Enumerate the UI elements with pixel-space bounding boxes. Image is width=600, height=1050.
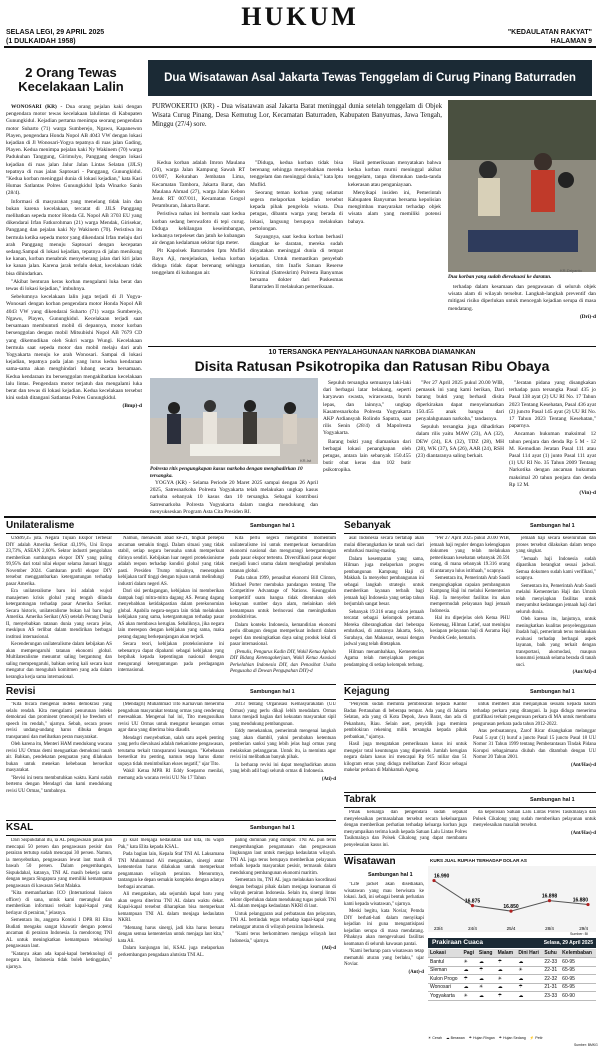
rule-narkoba xyxy=(148,346,596,347)
revisi-rule-top xyxy=(6,684,336,685)
wisatawan-rule-top xyxy=(344,854,596,855)
cuaca-humidity: 65-95 xyxy=(560,983,596,992)
kurs-chart xyxy=(428,866,596,932)
cuaca-col-header: Kelembaban xyxy=(560,949,596,958)
credit-evacuation: KR-Driyanto xyxy=(560,268,582,273)
cuaca-row xyxy=(428,983,596,992)
ksal-rule-top xyxy=(6,820,336,821)
section-wisatawan-note: Sambungan hal 1 xyxy=(368,872,413,878)
lead-baturraden: PURWOKERTO (KR) - Dua wisatawan asal Jakarta Barat meninggal dunia setelah tenggelam di Objek Wisata Curug Pinang, Desa Kemutug Lor, Kecamatan Baturraden, Kabupaten Banyumas, Jawa Tengah, Minggu (27/4) sore. xyxy=(152,103,442,128)
weather-icon: ☂ xyxy=(496,992,517,1001)
revisi-rule xyxy=(6,699,336,700)
kurs-value-label: 16.898 xyxy=(541,893,558,900)
cuaca-temp: 22-33 xyxy=(542,958,560,967)
section-tabrak-note: Sambungan hal 1 xyxy=(530,797,575,803)
story-lalin: WONOSARI (KR) - Dua orang pejalan kaki dengan pengendara motor tewas kecelakaan lalulintas di Kabupaten Gunungkidul. Kejadian pertama menimpa seorang pengendara motor Suharto (71) warga Sumberejo, Ngawu, Kapanewon Playen, pengendara Honda Nopol AB 4043 VW dengan lokasi kejadian di Jl Wonosari-Yogya tepatnya di ruas jalan Gading, Playen. Kedua menimpa pejalan kaki Ny Wakinem (70) warga Padukuhan Tanggung, Girimulyo, Panggang dengan lokasi kejadian di ruas jalan Jalur Jalan Lintas Selatan (JJLS) tepatnya di ruas jalan Saptosari - Panggang, Gunungkidul. "Kedua korban meninggal dunia di lokasi kejadian," kata Kasi Humas Satlantas Polres Gunungkidul Ipda Winarko Sanin (28/4). Informasi di masyarakat yang menelang tidak lain dan bukan karena kecelakaan, tercatat di JJLS Panggang melibatkan sepeda motor Honda GL Nopol AB 3703 EU yang dikendarai Irfan Fatkurohman (21) warga Mendak, Girisekar, Panggang dan pejalan kaki Ny Wakinem (70). Peristiwa itu bermula ketika sepeda motor yang dikendarai Irfan melaju dari arah Panggang menuju Saptosari dengan kecepatan sedang.Sampai di lokasi kejadian, tepatnya di jalan menikung ke kanan, korban menabrak menyeberang jalan dari kiri jalan ke kanan jalan. Karena jarak terlalu dekat, kecelakaan tidak bisa dihindarkan. "Akibat benturan keras korban mengalami luka berat dan tewas di lokasi kejadian," imbuhnya. Sebelumnya kecelakaan lalin juga terjadi di Jl Yogya-Wonosari dengan korban pengendara motor Honda Nopol AB 4043 VW yang dikendarai Suharto (71) warga Sumberejo, Ngawu, Playen, Gunungkidul. Kecelakaan terjadi saat bersamaan membuntuti mobil di depannya, motor korban bersenggolan dengan mobil Mitsubishi Nopol AB 7679 CD yang dikemudikan oleh Sukri warga Wungi. Kecelakaan bermula saat sepeda motor dan mobil melaju dari arah Yogyakarta menuju ke arah Wonosari. Sampai di lokasi kejadian, tepatnya pada jalan yang lurus kedua kendaraan sama-sama akan menghindari lubang secara bersamaan. Kedua kendaraan itu bersenggolan mengakibatkan kecelakaan lalu lintas. Pengendara motor terjatuh dan mengalami luka berat dan tewas di lokasi kejadian. Kedua kecelakaan tersebut kini sudah ditangani Satlantas Polres Gunungkidul. (Bmp)-d xyxy=(6,104,142,410)
weather-icon: ☁ xyxy=(516,992,542,1001)
cuaca-col-header: Siang xyxy=(477,949,496,958)
credit-narkoba: KR-Ist xyxy=(300,458,312,463)
cuaca-col-header: Suhu xyxy=(542,949,560,958)
cuaca-source: Sumber: BMKG xyxy=(574,1043,598,1047)
unilateral-rule xyxy=(6,533,336,534)
cuaca-humidity: 60-95 xyxy=(560,975,596,984)
kicker-narkoba: 10 TERSANGKA PENYALAHGUNAAN NARKOBA DIAMANKAN xyxy=(268,349,476,356)
weather-icon: ☁ xyxy=(496,983,517,992)
kurs-bg xyxy=(428,866,596,932)
cuaca-legend-item: ☂ Hujan Sedang xyxy=(498,1036,526,1040)
cuaca-row xyxy=(428,975,596,984)
section-ksal-title: KSAL xyxy=(6,822,34,833)
story-sebanyak-col2: "Per 27 April 2025 pukul 20.00 WIB, jemaah haji reguler dengan kelengkapan dokumen yang telah melakukan pemeriksaan kesehatan sebanyak 20.591 orang, di mana sebanyak 19.316 orang di antaranya lulus istithaah," ucapnya. Sementara itu, Pemerintah Arab Saudi mengungkapkan capaian pembangunan Kampung Haji ini melalui Kementerian Haji. Ia menyebut fasilitas itu akan mempermudah pelayanan bagi jemaah Indonesia. Hal itu diperjelas oleh Ketua PHU Kemenag, Hilman Latief, saat meninjau kesiapan pelayanan haji di Asrama Haji Pondok Gede, kemarin. xyxy=(430,536,510,641)
weather-icon: ☂ xyxy=(461,975,476,984)
story-narkoba-col4: "Jeratan pidana yang disangkakan terhadap para tersangka Pasal 435 jo Pasal 138 ayat (2) UU RI No. 17 Tahun 2023 Tentang Kesehatan, Pasal 436 ayat (2) juncto Pasal 145 ayat (2) UU RI No. 17 Tahun 2023 Tentang Kesehatan," paparnya. Ancaman hukuman maksimal 12 tahun penjara dan denda Rp 5 M - 12 M. Kemudian Jeratan Pasal 111 atau Pasal 114 ayat (1) junto Pasal 111 ayat (1) UU RI No. 35 Tahun 2009 Tentang Narkotika dengan ancaman hukuman maksimal 20 tahun penjara dan denda Rp 12 M. (Vin)-d xyxy=(509,380,596,497)
kurs-value-label: 16.990 xyxy=(434,873,450,880)
weather-icon: ☀ xyxy=(496,975,517,984)
cuaca-legend-item: ⚡ Petir xyxy=(529,1036,543,1040)
cuaca-temp: 22-32 xyxy=(542,975,560,984)
cuaca-legend-item: ☁ Berawan xyxy=(446,1036,465,1040)
story-narkoba-col3: "Per 27 April 2025 pukul 20.00 WIB, pemasok ini yang kami berikan, Dari barang bukti yang berhasil disita diperkirakan dapat menyelamatkan 150.455 anak bangsa dari penyalahgunaan narkoba," tandasnya. Sepuluh tersangka juga dihadirkan dalam rilis yaitu MAW (23), AA (32), DEW (24), EA (32), TDZ (28), MH (28), WK (37), SA (26), AAR (24), RSH (23) diantaranya saling berkait. xyxy=(416,380,504,460)
cuaca-col-header: Malam xyxy=(496,949,517,958)
cuaca-legend-item: ☀ Cerah xyxy=(428,1036,443,1040)
story-narkoba-col1: YOGYA (KR) - Selama Periode 20 Maret 2025 sampai dengan 26 April 2025, Satresnarkoba Polresta Yogyakarta telah melakukan ungkap kasus narkoba sebanyak 10 kasus dan 10 tersangka. Sebagai kontribusi Satresnarkoba Polresta Yogyakarta dalam rangka mendukung dan menyukseskan Program Asta Cita Presiden RI. xyxy=(150,480,318,514)
headline-narkoba: Disita Ratusan Psikotropika dan Ratusan Ribu Obaya xyxy=(194,358,550,374)
kurs-x-tick: 23/4 xyxy=(434,926,443,931)
section-unilateralisme-note: Sambungan hal 1 xyxy=(250,523,295,529)
cuaca-legend xyxy=(428,1036,596,1040)
story-unilateral-col2: Namun, menawabi abad ke-21, tingkat persepsi ancaman semakin tinggi. Dalam situasi yang tidak stabil, setiap negara berusaha untuk memperkuat dirinya sendiri. Kebijakan luar negeri proteksionisme adalah respon terhadap kondisi global yang tidak pasti. Presiden Trump misalnya, menerapkan kebijakan tarif tinggi dengan tujuan untuk melindungi industri dalam negeri AS. Dari sisi perdagangan, kebijakan ini memberikan dampak bagi mitra-mitra dagang AS. Perang dagang menyebabkan ketidakpastian dalam perekonomian global. Apabila negara-negara lain tidak melakukan kebijakan yang sama, ketergantungan terhadap pasar AS akan membawa kerugian. Sebaliknya, jika negara lain merespon dengan kebijakan yang sama, maka perang dagang berkepanjangan akan terjadi. Secara teori, kebijakan proteksionisme ini sebenarnya dapat dipahami sebagai kebijakan yang berpihak kepada kepentingan nasional dengan mengurangi ketergantungan pada perdagangan internasional. xyxy=(118,536,224,673)
weather-icon: ☁ xyxy=(477,958,496,967)
photo-evacuation xyxy=(448,100,596,272)
section-wisatawan-title: Wisatawan xyxy=(344,856,396,867)
cuaca-col-header: Dini Hari xyxy=(516,949,542,958)
kurs-x-tick: 25/4 xyxy=(506,926,516,931)
cuaca-temp: 22-31 xyxy=(542,966,560,975)
kurs-x-tick: 24/4 xyxy=(468,926,477,931)
story-baturraden-col3: Hasil pemeriksaan menyatakan bahwa kedua korban murni meninggal akibat tenggelam, tanpa ditemukan tanda-tanda kekerasan atau penganiayaan. Menyikapi insiden ini, Pemerintah Kabupaten Banyumas bersama kepolisian mengimbau masyarakat terhadap objek wisata alam yang memiliki potensi bahaya. xyxy=(348,160,441,225)
lower-rule xyxy=(4,516,596,518)
kurs-x-tick: 28/4 xyxy=(545,926,554,931)
cuaca-location: Wonosari xyxy=(428,983,461,992)
kurs-title: KURS JUAL RUPIAH TERHADAP DOLAR AS xyxy=(430,858,527,863)
cuaca-col-header: Lokasi xyxy=(428,949,461,958)
tabrak-rule xyxy=(344,807,596,808)
cuaca-row xyxy=(428,992,596,1001)
cuaca-row xyxy=(428,958,596,967)
section-sebanyak-note: Sambungan hal 1 xyxy=(530,523,575,529)
weather-icon: ☂ xyxy=(516,983,542,992)
weather-icon: ☂ xyxy=(496,958,517,967)
kejagung-rule xyxy=(344,699,596,700)
weather-icon: ☁ xyxy=(461,983,476,992)
section-kejagung-title: Kejagung xyxy=(344,686,390,697)
cuaca-row xyxy=(428,966,596,975)
story-revisi-col2: (Mendagri) Muhammad Tito Karnavian menerima pengaduan masyarakat tentang ormas yang cenderung meresahkan. Mengenai hal ini, Tito mengusulkan revisi UU Ormas untuk mengatur keuangan ormas agar dana yang diterima bisa diaudit. Mendagri menyebutkan, salah satu aspek penting yang perlu dievaluasi adalah mekanisme pengawasan, terutama terkait transparansi keuangan. "Kebebasan berserikat itu penting, namun tetap harus diatur supaya tidak menimbulkan ekses negatif," ujar Tito. Wakil Ketua MPR RI Eddy Soeparno menilai, memang ada wacana revisi UU No 17 Tahun xyxy=(118,702,224,781)
cuaca-humidity: 60-95 xyxy=(560,958,596,967)
cuaca-location: Kulon Progo xyxy=(428,975,461,984)
headline-baturraden: Dua Wisatawan Asal Jakarta Tewas Tenggelam di Curug Pinang Baturraden xyxy=(148,60,592,96)
story-unilateral-col1: US$99,35 juta. Negara Tujuan Ekspor Terbesar DIY adalah Amerika Serikat 43,19%, Uni Eropa 23,73%, ASEAN 2,60%. Sektor industri pengolahan memberikan sumbangan ekspor DIY yang paling 99,95% dari total nilai ekspor selama Januari hingga November 2024. Gambaran profil ekspor DIY tersebut menggambarkan ketergantungan terhadap pasar Amerika. Era unilateralisme baru ini adalah wujud manajemen krisis global yang tengah dilanda ketergantungan terhadap pasar Amerika Serikat. Secara historis, unilateralisme bukan hal baru bagi Amerika. Amerika Serikat (AS) setelah Perang Dunia II, menyebabkan tatanan dunia yang secara jelas, meskipun AS terlibat dalam mendirikan berbagai institusi internasional. Kecenderungan unilateralisme dalam kebijakan AS akan mempengaruhi tatanan ekonomi global. Multilateralisme menuntut saling bergantung dan saling mempengaruhi, bahkan sering kali secara kuat mengatur dan mengubah komitmen yang ada dalam kerangka kerja sama internasional. xyxy=(6,536,112,680)
section-sebanyak-title: Sebanyak xyxy=(344,520,391,531)
story-ksal-col1: Dari Sispukdahal itu, ia AL pengawasan janak pun mencapai 50 persen dan pengawasan pesisir dan perairan tertutup sudah mencapai 30 persen. Namun, ia menyebutkan, pengawasan lewat laut masih di bawah 50 persen. Dalam pengembangan, Sispukdahal, katanya, TNI AL masih bekerja sama dengan negara Singapura yang memiliki kemampuan pengawasan di kawasan Selat Malaka. "Kita memanfaatkan ICO (International liaison officer) di sana, untuk kami merangkul dan memberikan informasi terkait kapal-kapal yang berlayar di perairan," jelasnya. Sementara itu, anggota Komisi I DPR RI Elita Budiati mengaku sangat khawatir dengan potensi ancaman di perairan Indonesia. Ia mendorong TNI AL untuk meningkatkan kemampuan teknologi pengawasan laut. "Katanya akan ada kapal-kapal berteknologi di negara lain, Indonesia tidak boleh ketinggalan," ujarnya. xyxy=(6,838,112,970)
story-wisatawan: "Life jacket akan disediakan, wisatawan yang mau berwisata ke lokasi. Jadi, ini sebagai bentuk perhatian kami kepada wisatawan," ujarnya. Meski begitu, kata Noviar, Pemda DIY berhati-hati dalam menyikapi kejadian ini guna mengantisipasi kejadian serupa di masa mendatang. Pihaknya akan mengevaluasi fasilitas keamanan di seluruh kawasan pantai. "Kami berharap para wisatawan tetap mematuhi aturan yang berlaku," ujar Noviar. (Ant)-d xyxy=(344,882,424,975)
ksal-rule xyxy=(6,835,336,836)
cuaca-table xyxy=(428,949,596,1001)
story-kejagung-col1: "Penyidik sudah meminta pemblokiran kepada Kantor Badan Pertanahan di beberapa tempat. Ada yang di Jakarta Selatan, ada yang di Kota Depok, Jawa Barat, dan ada di Pekanbaru, Riau. Selain aset, penyidik juga meminta pemblokiran rekening milik tersangka kepada pihak perbankan," ujarnya. Hasil juga mengatakan pemeriksaan kasus ini untuk mengejar total keuntungan yang diperoleh. Jumlah kerugian negara dalam kasus ini mencapai Rp 915 miliar dan 51 kilogram emas yang diduga melibatkan Zarof Ricar sebagai makelar perkara di Mahkamah Agung. xyxy=(344,702,467,773)
story-narkoba-col2: Sepuluh tersangka semuanya laki-laki dari berbagai latar belakang, seperti karyawan swasta, wiraswasta, buruh lepas, dan lainnya," ungkap Kasatresnarkoba Polresta Yogyakarta AKP Ardiansyah Rolindo Saputra, saat rilis Senin (28/4) di Mapolresta Yogyakarta. Barang bukti yang diamankan dari berbagai lokasi penangkapan oleh petugas, antara lain sebanyak 150.455 butir obat keras dan 102 butir psikotropika. xyxy=(323,380,411,474)
tabrak-rule-top xyxy=(344,792,596,793)
story-baturraden-col4: terhadap dalam kesamaan dan pengawasan di seluruh objek wisata alam di wilayah tersebut. Langkah-langkah preventif dan mitigasi risiko diperlukan untuk mencegah kejadian serupa di masa mendatang. (Dri)-d xyxy=(448,284,596,320)
section-ksal-note: Sambungan hal 1 xyxy=(250,825,295,831)
section-revisi-note: Sambungan hal 1 xyxy=(250,689,295,695)
section-tabrak-title: Tabrak xyxy=(344,794,377,805)
weather-icon: ☀ xyxy=(516,966,542,975)
story-revisi-col3: 2013 tentang Organisasi Kemasyarakatan (UU Ormas) yang perlu dikaji lebih mendalam. Ormas harus menjadi bagian dari kekuatan masyarakat sipil yang mendukung pembangunan. Eddy menekankan, pemerintah mengenai langkah yang akan diambil, yakni perubahan ketentuan pemberian sanksi yang lebih jelas bagi ormas yang melakukan pelanggaran. Untuk itu, ia meminta agar revisi ini melibatkan banyak pihak. Ia berharap revisi ini dapat menghadirkan aturan yang lebih adil bagi seluruh ormas di Indonesia. (Ati)-d xyxy=(230,702,336,782)
cuaca-col-header: Pagi xyxy=(461,949,476,958)
kurs-value-label: 16.880 xyxy=(572,897,588,904)
story-sebanyak-col3: jemaah haji secara keseluruhan dan proses tersebut dilakukan dalam tempo yang singkat. "Jemaah haji Indonesia sudah dipastikan berangkat sesuai jadwal. Semua dokumen sudah kami verifikasi," ucapnya. Sementara itu, Pemerintah Arab Saudi melalui Kementerian Haji dan Umrah telah menyiapkan fasilitas untuk menyambut kedatangan jemaah haji dari seluruh dunia. Oleh karena itu, lanjutnya, untuk meningkatkan kualitas penyelenggaraan ibadah haji, pemerintah terus melakukan evaluasi terhadap berbagai aspek layanan, baik yang terkait dengan transportasi, akomodasi, maupun konsumsi jemaah selama berada di tanah suci. (Ant/Ati)-d xyxy=(516,536,596,675)
kurs-value-label: 16.850 xyxy=(503,904,519,911)
weather-icon: ☁ xyxy=(461,966,476,975)
weather-icon: ☁ xyxy=(477,975,496,984)
kurs-value-label: 16.875 xyxy=(464,898,481,905)
section-kejagung-note: Sambungan hal 1 xyxy=(530,689,575,695)
story-ksal-col2: gi kuat menjaga kedaulatan laut kita, itu wajib Pak," kata Elita kepada KSAL. Pada bagian lain, Kepala Staf TNI AL Laksamana TNI Muhammad Ali mengatakan, sinergi antar kementerian harus dilakukan untuk memperkuat pengamanan wilayah perairan. Menurutnya, tantangan ke depan semakin kompleks dengan adanya berbagai ancaman. Ali mengatakan, ada sejumlah kapal baru yang akan segera diterima TNI AL dalam waktu dekat. Kapal-kapal tersebut diharapkan bisa memperkuat kemampuan TNI AL dalam menjaga kedaulatan NKRI. "Memang harus sinergi, jadi kita harus bersatu dengan semua kementerian untuk menjaga laut kita," kata Ali. Dalam kunjungan ini, KSAL juga melaporkan perkembangan pengadaan alutsista TNI AL. xyxy=(118,838,224,958)
story-kejagung-col2: untuk memberi atau menjanjikan sesuatu kepada hakim terhadap perkara yang ditangani. Ia juga diduga menerima gratifikasi terkait pengurusan perkara di MA untuk membantu pengurusan perkara pada tahun 2012-2022. Atas perbuatannya, Zarof Ricar disangkakan melanggar Pasal 5 ayat (1) huruf a juncto Pasal 15 juncto Pasal 18 UU Nomor 31 Tahun 1999 tentang Pemberantasan Tindak Pidana Korupsi sebagaimana diubah dan ditambah dengan UU Nomor 20 Tahun 2001. (Ant/Has)-d xyxy=(473,702,596,768)
cuaca-title: Prakiraan Cuaca xyxy=(432,939,483,946)
headline-lalin: 2 Orang Tewas Kecelakaan Lalin xyxy=(18,65,124,94)
weather-icon: ☁ xyxy=(496,966,517,975)
weather-icon: ☀ xyxy=(461,992,476,1001)
cuaca-location: Bantul xyxy=(428,958,461,967)
story-tabrak-col1: Pihak keluarga dan pengendara sudah sepakat menyelesaikan permasalahan tersebut secara kekeluargaan dengan memberikan perhatian terhadap keluarga korban juga menyampaikan terima kasih kepada Satuan Lalu Lintas Polres Tasikmalaya dan Polsek Cikalong yang dapat membantu penyelesaian kasus ini. xyxy=(344,810,467,848)
kejagung-rule-top xyxy=(344,684,596,685)
weather-icon: ☁ xyxy=(477,992,496,1001)
story-sebanyak-col1: asal Indonesia secara bertahap akan mulai diberangkatkan ke tanah suci dari embarkasi masing-masing. Dalam kesempatan yang sama, Hilman juga melaporkan progres pembangunan Kampung Haji di Makkah. Ia menyebut pembangunan ini sebagai langkah strategis untuk memberikan layanan terbaik bagi jemaah haji Indonesia yang setiap tahun berjumlah sangat besar. Sebanyak 19.316 orang calon jemaah tercatat sebagai kelompok pertama. Mereka diberangkatkan dari beberapa embarkasi, di antaranya Jakarta, Solo, Surabaya, dan Makassar, sesuai dengan jadwal yang telah ditetapkan. Hilman menambahkan, Kementerian Agama telah menyiapkan petugas pendamping di setiap kelompok terbang. xyxy=(344,536,424,668)
rubric-title: HUKUM xyxy=(241,2,359,31)
cuaca-table-header xyxy=(428,949,596,958)
cuaca-humidity: 60-90 xyxy=(560,992,596,1001)
issue-date: SELASA LEGI, 29 APRIL 2025 (1 DULKAIDAH 1958) xyxy=(6,29,105,45)
story-tabrak-col2: da kepolisian Satuan Lalu Lintas Polres Tasikmalaya dan Polsek Cikalong yang sudah memberikan pelayanan untuk menyelesaikan masalah tersebut. (Ant/Has)-d xyxy=(473,810,596,836)
section-unilateralisme-title: Unilateralisme xyxy=(6,520,75,531)
sebanyak-rule xyxy=(344,533,596,534)
story-ksal-col3: paling dominan yang diimpor. TNI AL pun terus mengembangkan pengamanan dan pengawasan lingkungan laut untuk menjaga kedaulatan wilayah. TNI AL juga terus berupaya memberikan pelayanan terbaik kepada masyarakat pesisir, termasuk dalam mendukung pembangunan ekonomi maritim. Sementara itu, TNI AL juga melakukan koordinasi dengan berbagai pihak dalam menjaga keamanan di wilayah perairan Indonesia. Selain itu, sinergi lintas sektor diperlukan dalam mendukung tugas pokok TNI AL dalam menjaga kedaulatan NKRI di laut. Untuk pelanggaran asal perbatasan dan pelayaran, TNI AL bertindak tegas terhadap kapal-kapal yang melanggar aturan di wilayah perairan Indonesia. "Kami terus berkomitmen menjaga wilayah laut Indonesia," ujarnya. (Ati)-d xyxy=(230,838,336,951)
cuaca-date: Selasa, 29 April 2025 xyxy=(543,940,593,946)
masthead-rule xyxy=(4,46,596,48)
page-info: "KEDAULATAN RAKYAT" HALAMAN 9 xyxy=(507,29,592,45)
cuaca-temp: 23-33 xyxy=(542,992,560,1001)
cuaca-location: Yogyakarta xyxy=(428,992,461,1001)
cuaca-temp: 21-31 xyxy=(542,983,560,992)
story-baturraden-col1: Kedua korban adalah Imron Maulana (26), warga Jalan Kampung Sawah RT 01/007, Kelurahan Jembatan Lima, Kecamatan Tambora, Jakarta Barat, dan Maulana Ahmad (27), warga Jalan Kebon Jeruk RT 007/011, Kecamatan Grogol Petamburan, Jakarta Barat. Peristiwa nahas ini bermula saat kedua korban sedang berswafoto di tepi curug. Diduga kehilangan keseimbangan, keduanya terpeleset dan jatuh ke kubangan air dengan kedalaman sekitar tiga meter. Plt Kapolsek Baturraden Iptu Muflid Bayu Aji, menjelaskan, kedua korban diduga tidak dapat berenang sehingga tenggelam di kubangan air. xyxy=(152,160,245,277)
weather-icon: ☂ xyxy=(477,966,496,975)
caption-evacuation: Dua korban yang sudah dievakuasi ke daratan. xyxy=(448,274,552,280)
section-revisi-title: Revisi xyxy=(6,686,36,697)
cuaca-legend-item: ☂ Hujan Ringan xyxy=(468,1036,495,1040)
weather-icon: ☀ xyxy=(477,983,496,992)
weather-icon: ☁ xyxy=(516,975,542,984)
photo-narkoba xyxy=(150,378,318,464)
weather-icon: ☁ xyxy=(516,958,542,967)
caption-narkoba: Polresta ritis pengungkapan kasus narkoba dengan menghadirkan 10 tersangka. xyxy=(150,466,303,479)
kurs-source: Sumber: BI xyxy=(570,932,588,936)
cuaca-header xyxy=(428,938,596,948)
story-unilateral-col3: Kita perlu segera mengambil momentum unilateralisme ini untuk memperkuat kemandirian ekonomi nasional dan mengurangi ketergantungan pada pasar ekspor tertentu. Diversifikasi pasar ekspor menjadi kunci utama dalam menghadapi perubahan tatanan global. Pada tahun 1999, penasihat ekonomi Bill Clinton, Michael Porter membuka pandangan tentang The Competitive Advantage of Nations. Keunggulan kompetitif suatu bangsa tidak ditentukan oleh kekayaan sumber daya alam, melainkan oleh kemampuan untuk berinovasi dan meningkatkan produktivitas. Dalam konteks Indonesia, kemandirian ekonomi perlu dibangun dengan memperkuat industri dalam negeri dan meningkatkan daya saing produk lokal di pasar internasional. (Penulis, Pengurus Kadin DIY, Wakil Ketua Apindo DIY Bidang Ketenagakerjaan, Wakil Ketua Asosiasi Perkelahian Indonesia DIY, dan Penasihat Usaha Pengusaha di Dewan Pengupahan DIY)-d xyxy=(230,536,336,674)
cuaca-location: Sleman xyxy=(428,966,461,975)
weather-icon: ☀ xyxy=(461,958,476,967)
kurs-x-tick: 29/4 xyxy=(579,926,588,931)
cuaca-humidity: 65-95 xyxy=(560,966,596,975)
story-revisi-col1: "Kita bicara mengenai indeks demokrasi yang selalu rendah. Kita mengalami penurunan indeks demokrasi dan prominent (menonjol) ke freedom of speech itu rendah," ujarnya. Sebab, secara proses revisi undang-undang harus dibuka dengan transparansi dan melibatkan peran masyarakat. Oleh karena itu, Menteri HAM mendukung wacana revisi UU Ormas demi menguatkan demokrasi tanah air. Bahkan, pendekatan penguatan yang dilakukan bukan untuk menekan kebebasan berserikat masyarakat. "Revisi ini tentu membutuhkan waktu. Kami sudah bertemu dengan Mendagri dan kami mendukung revisi UU Ormas," tambahnya. xyxy=(6,702,112,794)
story-baturraden-col2: "Diduga, kedua korban tidak bisa berenang sehingga menyebabkan mereka tenggelam dan meninggal dunia," kata Iptu Muflid. Seorang teman korban yang selamat segera melaporkan kejadian tersebut kepada pihak pengelola wisata. Dua petugas, dibantu warga yang berada di lokasi, langsung berupaya melakukan pertolongan. Sayangnya, saat kedua korban berhasil diangkat ke daratan, mereka sudah dinyatakan meninggal dunia di tempat kejadian. Untuk memastikan penyebab kematian, tim Inafis Satuan Reserse Kriminal (Satreskrim) Polresta Banyumas bersama dokter dari Puskesmas Baturraden II melakukan pemeriksaan. xyxy=(250,160,343,291)
